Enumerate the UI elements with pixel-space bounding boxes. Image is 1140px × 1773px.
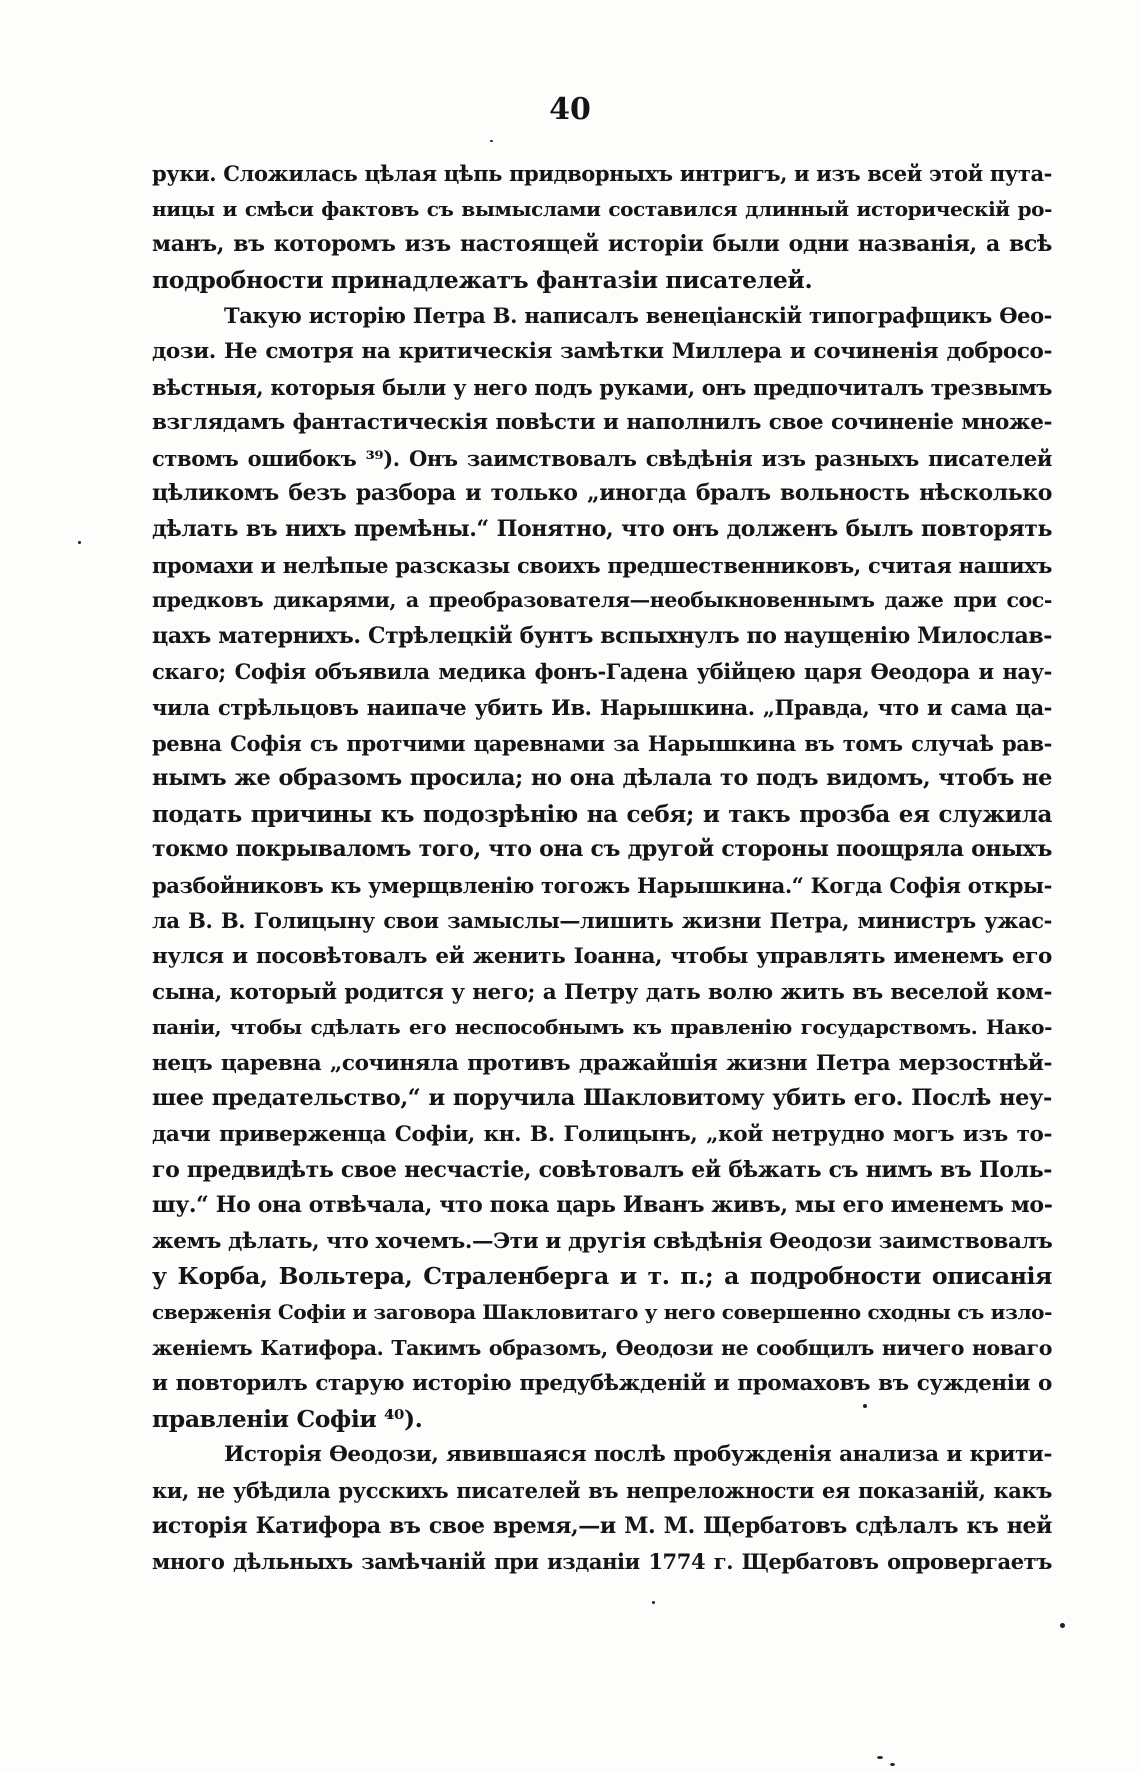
text-line: вѣстныя, которыя были у него подъ руками, онъ предпочиталъ трезвымъ — [152, 374, 1052, 400]
text-line: исторія Катифора въ свое время,—и М. М. Щербатовъ сдѣлалъ къ ней — [152, 1512, 1052, 1539]
text-line: дачи приверженца Софіи, кн. В. Голицынъ, „кой нетрудно могъ изъ то- — [152, 1122, 1052, 1148]
paragraph-start-line: Такую исторію Петра В. написалъ венеціанскій типографщикъ Ѳео- — [224, 303, 1052, 329]
text-line: го предвидѣть свое несчастіе, совѣтовалъ ей бѣжать съ нимъ въ Поль- — [152, 1156, 1052, 1183]
text-line: предковъ дикарями, а преобразователя—необыкновеннымъ даже при сос- — [152, 588, 1052, 613]
text-line: женіемъ Катифора. Такимъ образомъ, Ѳеодози не сообщилъ ничего новаго — [152, 1335, 1052, 1360]
text-line: руки. Сложилась цѣлая цѣпь придворныхъ интригъ, и изъ всей этой пута- — [152, 161, 1052, 186]
paragraph-start-line: Исторія Ѳеодози, явившаяся послѣ пробужденія анализа и крити- — [224, 1442, 1052, 1468]
text-line: шее предательство,“ и поручила Шакловитому убить его. Послѣ неу- — [152, 1085, 1052, 1112]
scan-speck — [1060, 1623, 1065, 1628]
text-line: сверженія Софіи и заговора Шакловитаго у него совершенно сходны съ изло- — [152, 1300, 1052, 1324]
text-line: нецъ царевна „сочиняла противъ дражайшія жизни Петра мерзостнѣй- — [152, 1050, 1052, 1076]
text-line: правленіи Софіи ⁴⁰). — [152, 1404, 423, 1433]
scan-speck — [863, 1404, 867, 1408]
text-line: паніи, чтобы сдѣлать его неспособнымъ къ правленію государствомъ. Нако- — [152, 1015, 1052, 1040]
text-line: ствомъ ошибокъ ³⁹). Онъ заимствовалъ свѣдѣнія изъ разныхъ писателей — [152, 445, 1052, 471]
text-line: жемъ дѣлать, что хочемъ.—Эти и другія свѣдѣнія Ѳеодози заимствовалъ — [152, 1228, 1052, 1254]
text-line: цахъ матернихъ. Стрѣлецкій бунтъ вспыхнулъ по наущенію Милослав- — [152, 622, 1052, 649]
text-line: токмо покрываломъ того, что она съ другой стороны поощряла оныхъ — [152, 836, 1052, 863]
text-line: нымъ же образомъ просила; но она дѣлала то подъ видомъ, чтобъ не — [152, 765, 1052, 792]
text-line: много дѣльныхъ замѣчаній при изданіи 1774 г. Щербатовъ опровергаетъ — [152, 1549, 1052, 1575]
text-line: ла В. В. Голицыну свои замыслы—лишить жизни Петра, министръ ужас- — [152, 908, 1052, 934]
text-line: ревна Софія съ протчими царевнами за Нарышкина въ томъ случаѣ рав- — [152, 730, 1052, 756]
text-line: подать причины къ подозрѣнію на себя; и такъ прозба ея служила — [152, 800, 1052, 828]
scan-speck — [78, 541, 81, 544]
text-line: дѣлать въ нихъ премѣны.“ Понятно, что онъ долженъ былъ повторять — [152, 515, 1052, 542]
text-line: взглядамъ фантастическія повѣсти и наполнилъ свое сочиненіе множе- — [152, 410, 1052, 436]
text-line: шу.“ Но она отвѣчала, что пока царь Иванъ живъ, мы его именемъ мо- — [152, 1192, 1052, 1219]
text-line: цѣликомъ безъ разбора и только „иногда бралъ вольность нѣсколько — [152, 480, 1052, 507]
scan-speck — [490, 140, 493, 142]
text-line: манъ, въ которомъ изъ настоящей исторіи были одни названія, а всѣ — [152, 231, 1052, 258]
scan-speck — [652, 1601, 655, 1604]
page-number: 40 — [549, 92, 591, 127]
scan-speck — [890, 1763, 895, 1766]
text-line: скаго; Софія объявила медика фонъ-Гадена убійцею царя Ѳеодора и нау- — [152, 659, 1052, 685]
text-line: сына, который родится у него; а Петру дать волю жить въ веселой ком- — [152, 979, 1052, 1005]
text-line: подробности принадлежатъ фантазіи писателей. — [152, 265, 813, 294]
text-line: у Корба, Вольтера, Страленберга и т. п.; а подробности описанія — [152, 1262, 1052, 1291]
text-line: ницы и смѣси фактовъ съ вымыслами составился длинный историческій ро- — [152, 196, 1052, 221]
text-line: и повторилъ старую исторію предубѣжденій и промаховъ въ сужденіи о — [152, 1371, 1052, 1397]
text-line: разбойниковъ къ умерщвленію тогожъ Нарышкина.“ Когда Софія откры- — [152, 872, 1052, 898]
text-line: дози. Не смотря на критическія замѣтки Миллера и сочиненія добросо- — [152, 338, 1052, 364]
text-line: чила стрѣльцовъ наипаче убить Ив. Нарышкина. „Правда, что и сама ца- — [152, 694, 1052, 720]
text-line: промахи и нелѣпые разсказы своихъ предшественниковъ, считая нашихъ — [152, 552, 1052, 578]
body-text — [152, 156, 1052, 1580]
text-line: ки, не убѣдила русскихъ писателей въ непреложности ея показаній, какъ — [152, 1477, 1052, 1503]
scan-speck — [877, 1756, 883, 1759]
text-line: нулся и посовѣтовалъ ей женить Іоанна, чтобы управлять именемъ его — [152, 944, 1052, 970]
